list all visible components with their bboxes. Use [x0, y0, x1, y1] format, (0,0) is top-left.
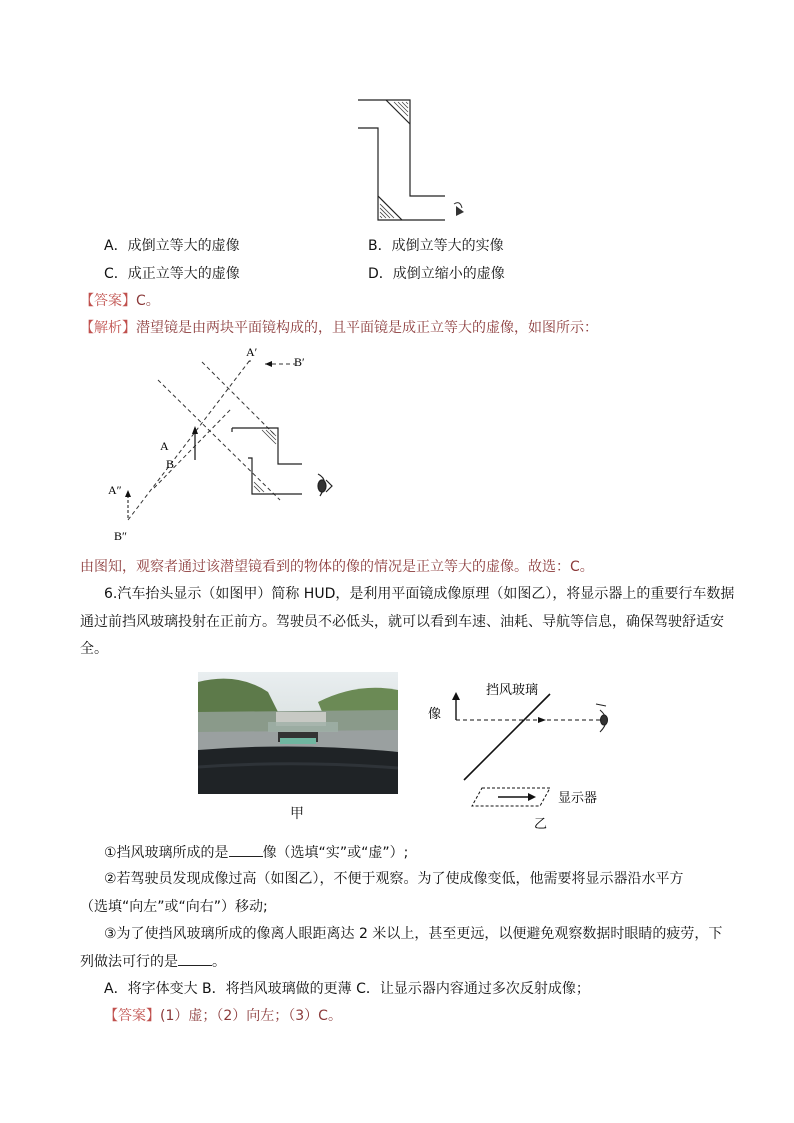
sub-question-1 [104, 842, 408, 863]
periscope-figure [350, 96, 470, 226]
label-display: 显示器 [558, 790, 598, 805]
sub1-after: 像（选填“实”或“虚”）; [262, 845, 409, 861]
q5-conclusion: 由图知，观察者通过该潜望镜看到的物体的像的情况是正立等大的虚像。故选：C。 [80, 559, 594, 575]
q5-analysis [80, 318, 598, 338]
answer-blank[interactable] [229, 842, 263, 857]
fig-jia-caption: 甲 [290, 806, 304, 822]
label-b-prime: B′ [294, 355, 305, 369]
hud-photo [198, 672, 398, 794]
q6-stem-line1: 6.汽车抬头显示（如图甲）简称 HUD，是利用平面镜成像原理（如图乙），将显示器上的重要行车数据 [104, 586, 735, 602]
eye-icon [454, 203, 464, 216]
hud-diagram [420, 680, 640, 830]
sub3-before: 列做法可行的是 [80, 954, 178, 970]
eye-icon [318, 474, 332, 496]
q5-answer [80, 291, 160, 311]
label-windshield: 挡风玻璃 [486, 682, 539, 697]
answer-value: C。 [136, 293, 160, 309]
option-b: B．成倒立等大的实像 [368, 238, 504, 254]
sub-question-2-line1: ②若驾驶员发现成像过高（如图乙），不便于观察。为了使成像变低，他需要将显示器沿水平方 [104, 871, 684, 887]
label-b-double: B″ [114, 529, 128, 543]
periscope-ray-diagram [100, 340, 350, 545]
q6-stem-line2: 通过前挡风玻璃投射在正前方。驾驶员不必低头，就可以看到车速、油耗、导航等信息，确保驾驶舒适安 [80, 614, 724, 630]
label-a-prime: A′ [246, 345, 258, 359]
sub-question-3-line1: ③为了使挡风玻璃所成的像离人眼距离达 2 米以上，甚至更远，以便避免观察数据时眼睛的疲劳，下 [104, 926, 723, 942]
eye-icon [596, 704, 608, 732]
analysis-text: 潜望镜是由两块平面镜构成的，且平面镜是成正立等大的虚像，如图所示： [136, 320, 598, 336]
sub-question-2-line2: （选填“向左”或“向右”）移动; [80, 899, 268, 915]
label-a: A [160, 439, 169, 453]
q6-choices: A．将字体变大 B．将挡风玻璃做的更薄 C．让显示器内容通过多次反射成像； [104, 981, 590, 997]
option-d: D．成倒立缩小的虚像 [368, 266, 505, 282]
q6-answer [104, 1006, 342, 1026]
answer-tag: 【答案】 [80, 293, 136, 309]
label-a-double: A″ [108, 483, 122, 497]
answer-value: (1）虚；（2）向左；（3）C。 [160, 1008, 342, 1024]
sub1-before: ①挡风玻璃所成的是 [104, 845, 229, 861]
sub3-after: 。 [212, 954, 226, 970]
option-a: A．成倒立等大的虚像 [104, 238, 240, 254]
label-b: B [166, 457, 175, 471]
sub-question-3-line2 [80, 951, 226, 972]
label-image: 像 [428, 706, 442, 721]
analysis-tag: 【解析】 [80, 320, 136, 336]
answer-blank[interactable] [178, 951, 212, 966]
answer-tag: 【答案】 [104, 1008, 160, 1024]
fig-yi-caption: 乙 [534, 816, 548, 830]
option-c: C．成正立等大的虚像 [104, 266, 240, 282]
q6-stem-line3: 全。 [80, 641, 108, 657]
